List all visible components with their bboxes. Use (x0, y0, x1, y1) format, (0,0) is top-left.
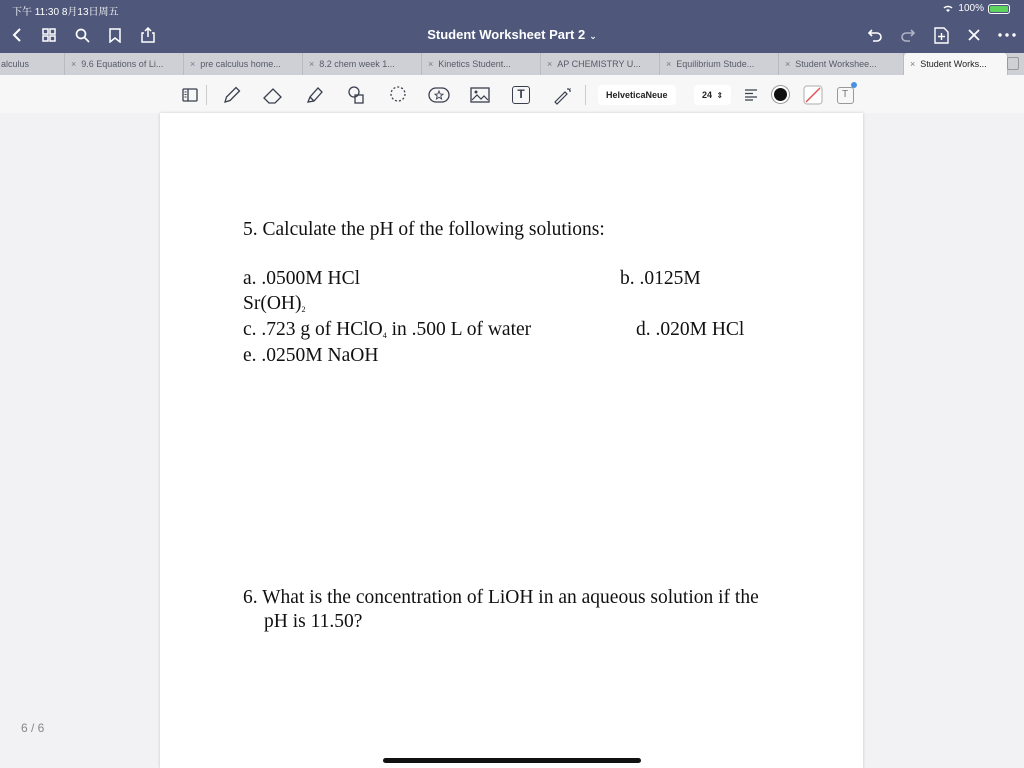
tab-kinetics[interactable] (422, 53, 541, 75)
no-fill-swatch-icon[interactable] (802, 84, 824, 106)
tab-close-icon[interactable]: × (666, 59, 672, 69)
tab-ap-chemistry[interactable] (541, 53, 660, 75)
toolbar-divider (206, 85, 207, 105)
tab-close-icon[interactable]: × (785, 59, 791, 69)
document-page[interactable] (160, 113, 863, 768)
tab-precalc-homework[interactable] (184, 53, 303, 75)
question-6-line2: pH is 11.50? (264, 611, 363, 632)
tab-label: alculus (1, 59, 30, 69)
shapes-icon[interactable] (345, 84, 367, 106)
top-app-bar (0, 0, 1024, 53)
tab-calculus[interactable] (0, 53, 65, 75)
question-5-title: 5. Calculate the pH of the following solutions: (243, 219, 605, 240)
laser-pointer-icon[interactable] (552, 84, 574, 106)
question-5c-part2: in .500 L of water (386, 319, 532, 340)
highlighter-icon[interactable] (304, 84, 326, 106)
text-align-icon[interactable] (740, 84, 762, 106)
text-color-swatch[interactable] (772, 86, 789, 103)
tab-close-icon[interactable]: × (309, 59, 315, 69)
split-view-icon[interactable] (1007, 57, 1019, 70)
close-icon[interactable] (963, 24, 985, 46)
tab-student-worksheet-active[interactable] (904, 53, 1008, 75)
more-icon[interactable] (996, 24, 1018, 46)
tab-label: Student Works... (920, 59, 987, 69)
question-6-line1: 6. What is the concentration of LiOH in an aqueous solution if the (243, 587, 759, 608)
indicator-dot (851, 82, 857, 88)
font-size-value: 24 (702, 90, 713, 100)
subscript: 4 (382, 331, 387, 340)
lasso-icon[interactable] (387, 84, 409, 106)
wifi-icon (942, 4, 954, 13)
formula-strontium-hydroxide: Sr(OH) (243, 293, 302, 314)
tab-close-icon[interactable]: × (428, 59, 434, 69)
add-page-icon[interactable] (930, 24, 952, 46)
question-5d: d. .020M HCl (636, 319, 745, 340)
battery-percent: 100% (958, 3, 984, 14)
text-box-style-icon[interactable] (834, 84, 856, 106)
tab-label: pre calculus home... (200, 59, 281, 69)
tab-equations[interactable] (65, 53, 184, 75)
home-indicator[interactable] (383, 758, 641, 763)
tab-label: Student Workshee... (795, 59, 877, 69)
question-5b: b. .0125M (620, 268, 701, 289)
font-size-selector[interactable] (694, 85, 731, 105)
text-box-glyph: T (837, 87, 854, 104)
redo-icon[interactable] (897, 24, 919, 46)
question-5a: a. .0500M HCl (243, 268, 360, 289)
question-5c (243, 319, 531, 341)
elements-sticker-icon[interactable] (428, 84, 450, 106)
status-bar (0, 0, 1024, 18)
pen-icon[interactable] (221, 84, 243, 106)
tab-equilibrium[interactable] (660, 53, 779, 75)
status-time: 下午 11:30 8月13日周五 (12, 7, 119, 18)
tab-close-icon[interactable]: × (71, 59, 77, 69)
document-title-text: Student Worksheet Part 2 (427, 27, 586, 42)
image-icon[interactable] (469, 84, 491, 106)
drawing-toolbar (0, 75, 1024, 113)
font-family-selector[interactable]: HelveticaNeue (598, 85, 676, 105)
tab-label: Equilibrium Stude... (676, 59, 755, 69)
question-5e: e. .0250M NaOH (243, 345, 379, 366)
tab-student-worksheet[interactable] (779, 53, 904, 75)
eraser-icon[interactable] (262, 84, 284, 106)
question-5c-part1: c. .723 g of HClO (243, 319, 383, 340)
subscript: 2 (301, 305, 306, 314)
page-indicator: 6 / 6 (21, 721, 45, 735)
undo-icon[interactable] (864, 24, 886, 46)
tab-strip (0, 53, 1024, 75)
tab-label: 9.6 Equations of Li... (81, 59, 164, 69)
tab-chem-week[interactable] (303, 53, 422, 75)
stepper-icon: ⇕ (716, 91, 724, 100)
tab-label: 8.2 chem week 1... (319, 59, 395, 69)
tab-label: AP CHEMISTRY U... (557, 59, 641, 69)
chevron-down-icon: ⌄ (589, 31, 597, 41)
status-right (942, 3, 1010, 14)
battery-icon (988, 4, 1010, 14)
text-tool-glyph: T (512, 86, 530, 104)
tab-label: Kinetics Student... (438, 59, 511, 69)
read-mode-icon[interactable] (179, 84, 201, 106)
toolbar-divider (585, 85, 586, 105)
text-tool-icon[interactable] (510, 84, 532, 106)
tab-close-icon[interactable]: × (547, 59, 553, 69)
tab-close-icon[interactable]: × (190, 59, 196, 69)
question-5b-continued (243, 293, 306, 315)
tab-close-icon[interactable]: × (910, 59, 916, 69)
